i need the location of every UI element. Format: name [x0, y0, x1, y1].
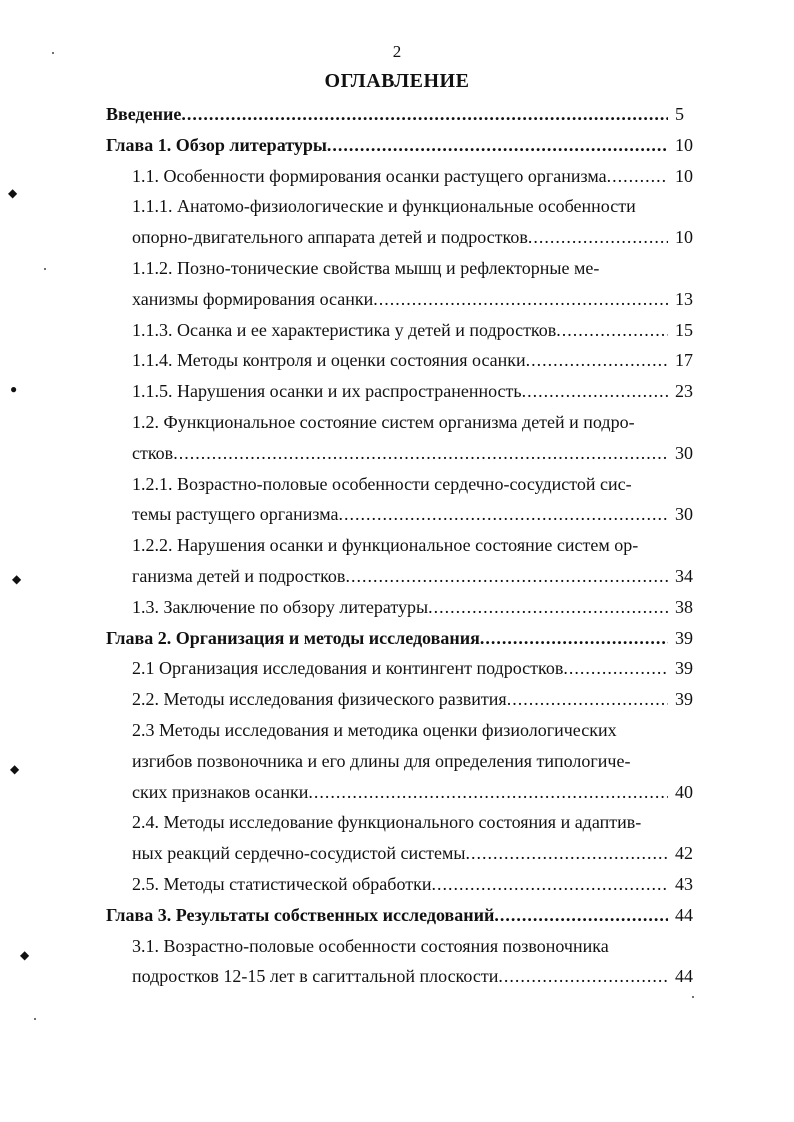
- toc-page-number: 17: [675, 350, 693, 371]
- toc-dot-leader: [494, 903, 668, 927]
- toc-page-number: 44: [675, 966, 693, 987]
- toc-line: [132, 225, 668, 249]
- toc-dot-leader: [480, 626, 668, 650]
- toc-dot-leader: [173, 441, 668, 465]
- toc-line: [132, 502, 668, 526]
- toc-entry-title: 1.1.1. Анатомо-физиологические и функциональные особенности: [132, 196, 636, 217]
- toc-line: [132, 718, 617, 742]
- toc-line: [132, 410, 635, 434]
- toc-dot-leader: [498, 964, 668, 988]
- toc-dot-leader: [607, 164, 668, 188]
- toc-entry-title: 1.2.2. Нарушения осанки и функциональное состояние систем ор-: [132, 535, 639, 556]
- toc-entry-title: 2.5. Методы статистической обработки: [132, 874, 432, 894]
- toc-entry-title: ханизмы формирования осанки: [132, 288, 374, 309]
- toc-entry-title: стков: [132, 442, 174, 463]
- scan-speck: [34, 1018, 36, 1020]
- toc-dot-leader: [327, 133, 668, 157]
- toc-dot-leader: [528, 225, 668, 249]
- toc-entry-title: 2.2. Методы исследования физического развития: [132, 689, 507, 710]
- toc-page-number: 38: [675, 596, 693, 617]
- scan-mark: ◆: [8, 186, 18, 200]
- toc-entry-title: темы растущего организма: [132, 504, 339, 525]
- toc-line: [132, 595, 668, 619]
- toc-line: [106, 102, 668, 126]
- toc-line: [132, 810, 641, 834]
- toc-dot-leader: [373, 287, 668, 311]
- toc-dot-leader: [522, 379, 668, 403]
- toc-line: [132, 687, 668, 711]
- toc-page-number: 10: [675, 165, 693, 186]
- toc-entry-title: подростков 12-15 лет в сагиттальной плоскости: [132, 966, 499, 987]
- scan-mark: ◆: [12, 572, 22, 586]
- toc-page-number: 15: [675, 319, 693, 340]
- toc-page-number: 30: [675, 442, 693, 463]
- toc-page-number: 10: [675, 134, 693, 155]
- toc-entry-title: ганизма детей и подростков: [132, 566, 346, 586]
- scan-mark: ●: [10, 382, 18, 396]
- toc-entry-title: 2.3 Методы исследования и методика оценки физиологических: [132, 720, 617, 740]
- toc-page-number: 42: [675, 843, 693, 864]
- toc-entry-title: 1.1. Особенности формирования осанки растущего организма: [132, 165, 607, 186]
- toc-entry-title: 1.1.4. Методы контроля и оценки состояния осанки: [132, 350, 526, 371]
- toc-page-number: 39: [675, 689, 693, 710]
- toc-entry-title: 1.1.5. Нарушения осанки и их распространенность: [132, 381, 522, 402]
- toc-dot-leader: [338, 502, 668, 526]
- toc-dot-leader: [556, 318, 668, 342]
- toc-dot-leader: [465, 841, 668, 865]
- toc-title: ОГЛАВЛЕНИЕ: [324, 70, 470, 92]
- toc-entry-title: 2.4. Методы исследование функционального состояния и адаптив-: [132, 812, 642, 833]
- toc-line: [132, 749, 630, 773]
- toc-entry-title: 3.1. Возрастно-половые особенности состояния позвоночника: [132, 935, 609, 956]
- toc-entry-title: изгибов позвоночника и его длины для определения типологиче-: [132, 750, 631, 771]
- toc-page-number: 30: [675, 504, 693, 525]
- toc-dot-leader: [428, 595, 668, 619]
- toc-dot-leader: [431, 872, 668, 896]
- toc-entry-title: 1.2.1. Возрастно-половые особенности сердечно-сосудистой сис-: [132, 473, 632, 494]
- toc-entry-title: 1.1.3. Осанка и ее характеристика у детей и подростков: [132, 319, 557, 340]
- toc-page-number: 39: [675, 627, 693, 648]
- toc-line: [132, 164, 668, 188]
- toc-line: [132, 379, 668, 403]
- toc-line: [132, 318, 668, 342]
- toc-line: [132, 841, 668, 865]
- toc-entry-title: Глава 2. Организация и методы исследования: [106, 627, 480, 648]
- toc-page-number: 40: [675, 781, 693, 802]
- toc-page-number: 44: [675, 904, 693, 925]
- toc-page-number: 39: [675, 658, 693, 679]
- toc-entry-title: Глава 1. Обзор литературы: [106, 134, 327, 155]
- toc-line: [132, 441, 668, 465]
- toc-dot-leader: [308, 780, 668, 804]
- toc-line: [106, 626, 668, 650]
- toc-line: [132, 472, 632, 496]
- toc-entry-title: 1.2. Функциональное состояние систем организма детей и подро-: [132, 412, 635, 432]
- toc-page-number: 5: [675, 104, 684, 124]
- scan-speck: [692, 996, 694, 998]
- toc-dot-leader: [181, 102, 668, 126]
- toc-dot-leader: [507, 687, 668, 711]
- toc-page-number: 23: [675, 381, 693, 402]
- toc-line: [106, 133, 668, 157]
- toc-line: [106, 903, 668, 927]
- toc-entry-title: ных реакций сердечно-сосудистой системы: [132, 843, 466, 864]
- toc-line: [132, 872, 668, 896]
- scan-speck: [44, 268, 46, 270]
- toc-dot-leader: [563, 656, 668, 680]
- toc-page-number: 34: [675, 566, 693, 586]
- toc-line: [132, 287, 668, 311]
- toc-line: [132, 656, 668, 680]
- toc-page-number: 43: [675, 874, 693, 894]
- toc-line: [132, 780, 668, 804]
- toc-entry-title: опорно-двигательного аппарата детей и подростков: [132, 227, 528, 248]
- toc-entry-title: Введение: [106, 104, 182, 124]
- toc-page-number: 13: [675, 288, 693, 309]
- toc-entry-title: 1.3. Заключение по обзору литературы: [132, 596, 429, 617]
- toc-line: [132, 256, 599, 280]
- scan-speck: [52, 52, 54, 54]
- scan-mark: ◆: [20, 948, 30, 962]
- toc-page-number: 10: [675, 227, 693, 248]
- toc-entry-title: 1.1.2. Позно-тонические свойства мышц и рефлекторные ме-: [132, 258, 600, 278]
- toc-line: [132, 194, 636, 218]
- toc-entry-title: 2.1 Организация исследования и контингент подростков: [132, 658, 564, 679]
- toc-line: [132, 934, 609, 958]
- toc-dot-leader: [526, 348, 668, 372]
- page-number: 2: [392, 42, 402, 61]
- toc-line: [132, 964, 668, 988]
- toc-line: [132, 533, 638, 557]
- toc-entry-title: ских признаков осанки: [132, 781, 309, 802]
- toc-line: [132, 564, 668, 588]
- scan-mark: ◆: [10, 762, 20, 776]
- toc-dot-leader: [345, 564, 668, 588]
- toc-entry-title: Глава 3. Результаты собственных исследований: [106, 904, 495, 925]
- toc-line: [132, 348, 668, 372]
